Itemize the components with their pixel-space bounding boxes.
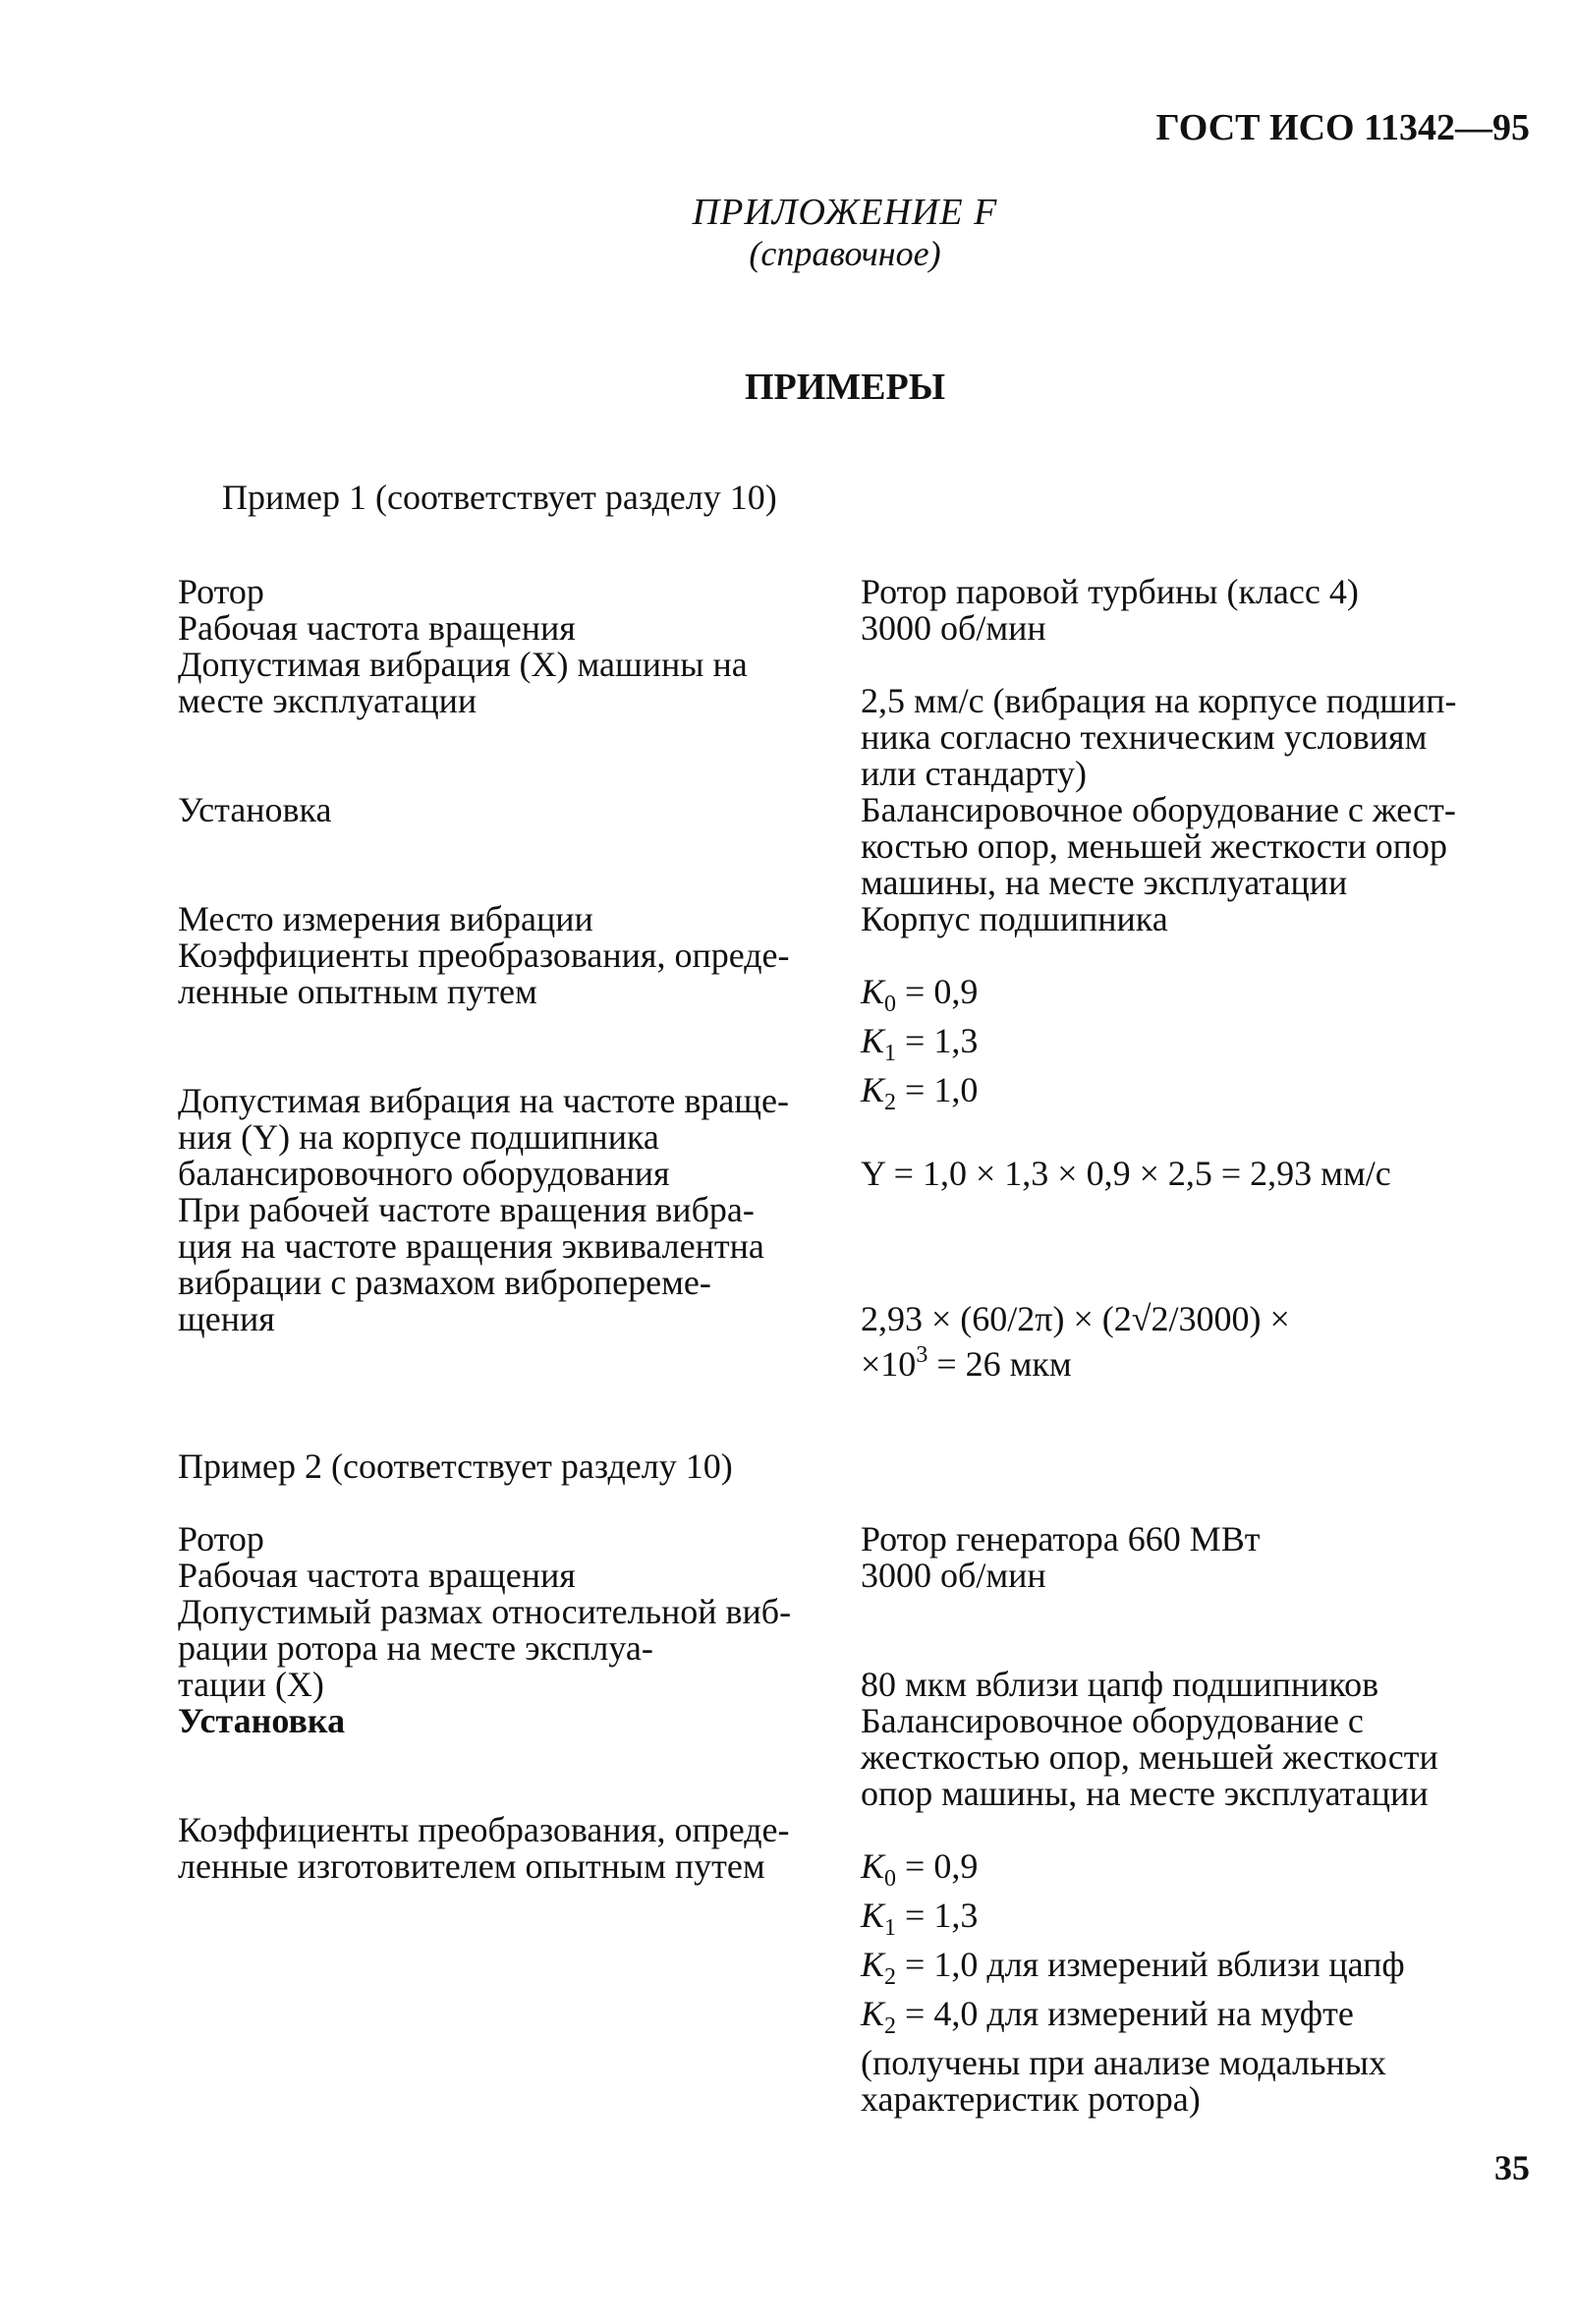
ex1-speed-value: 3000 об/мин [861, 608, 1046, 648]
appendix-subtitle: (справочное) [749, 234, 941, 273]
ex1-vibration-y-label: Допустимая вибрация на частоте враще- ния (Y) на корпусе подшипника балансировочного оборудования [178, 1081, 789, 1193]
ex1-measure-point-label: Место измерения вибрации [178, 899, 593, 938]
ex1-rotor-label: Ротор [178, 572, 264, 611]
coefficient-k2-journal: $K_2 = 1,0$ для измерений вблизи цапф [861, 1945, 1405, 1990]
coefficient-k1: $K_1 = 1,3$ [861, 1896, 979, 1941]
ex2-allowed-amplitude-label: Допустимый размах относительной виб- рации ротора на месте эксплуа- тации (X) [178, 1592, 792, 1704]
coefficient-k1: $K_1 = 1,3$ [861, 1021, 979, 1066]
standard-code: ГОСТ ИСО 11342—95 [1155, 107, 1530, 148]
ex2-coefficients-label: Коэффициенты преобразования, опреде- ленные изготовителем опытным путем [178, 1810, 790, 1886]
coefficients-note: характеристик ротора) [861, 2079, 1201, 2119]
ex1-rotor-value: Ротор паровой турбины (класс 4) [861, 572, 1359, 611]
ex2-rotor-value: Ротор генератора 660 МВт [861, 1519, 1261, 1559]
ex1-measure-point-value: Корпус подшипника [861, 899, 1168, 938]
coefficient-k2-coupling: $K_2 = 4,0$ для измерений на муфте [861, 1994, 1354, 2039]
ex2-speed-label: Рабочая частота вращения [178, 1556, 576, 1595]
ex1-allowed-vibration-value: 2,5 мм/с (вибрация на корпусе подшип- ника согласно техническим условиям или стандарту) [861, 681, 1457, 793]
coefficient-k0: $K_0 = 0,9$ [861, 972, 979, 1017]
coefficient-k0: $K_0 = 0,9$ [861, 1846, 979, 1892]
coefficients-note: (получены при анализе модальных [861, 2043, 1386, 2082]
ex2-speed-value: 3000 об/мин [861, 1556, 1046, 1595]
ex2-setup-value: Балансировочное оборудование с жесткостью опор, меньшей жесткости опор машины, на месте эксплуатации [861, 1701, 1438, 1813]
ex1-vibration-y-value: Y = 1,0 × 1,3 × 0,9 × 2,5 = 2,93 мм/с [861, 1154, 1391, 1193]
ex1-coefficients-values [861, 974, 1548, 1121]
section-title: ПРИМЕРЫ [744, 367, 946, 408]
ex2-rotor-label: Ротор [178, 1519, 264, 1559]
example1-heading: Пример 1 (соответствует разделу 10) [222, 478, 777, 517]
page-number: 35 [1494, 2148, 1530, 2187]
ex2-coefficients-values [861, 1848, 1548, 2118]
ex1-setup-label: Установка [178, 790, 332, 829]
example2-heading: Пример 2 (соответствует разделу 10) [178, 1446, 733, 1486]
ex1-displacement-value: 2,93 × (60/2π) × (2√2/3000) × $\times 10^3 = 26$ мкм [861, 1299, 1290, 1384]
appendix-title: ПРИЛОЖЕНИЕ F [692, 192, 998, 233]
ex1-displacement-label: При рабочей частоте вращения вибра- ция на частоте вращения эквивалентна вибрации с размахом вибропереме- щения [178, 1190, 764, 1338]
coefficient-k2: $K_2 = 1,0$ [861, 1070, 979, 1115]
ex2-setup-label: Установка [178, 1701, 346, 1740]
ex1-coefficients-label: Коэффициенты преобразования, опреде- ленные опытным путем [178, 935, 790, 1011]
ex2-allowed-amplitude-value: 80 мкм вблизи цапф подшипников [861, 1665, 1379, 1704]
ex1-setup-value: Балансировочное оборудование с жест- костью опор, меньшей жесткости опор машины, на месте эксплуатации [861, 790, 1456, 902]
ex1-speed-label: Рабочая частота вращения [178, 608, 576, 648]
ex1-allowed-vibration-label: Допустимая вибрация (X) машины на месте эксплуатации [178, 645, 748, 720]
